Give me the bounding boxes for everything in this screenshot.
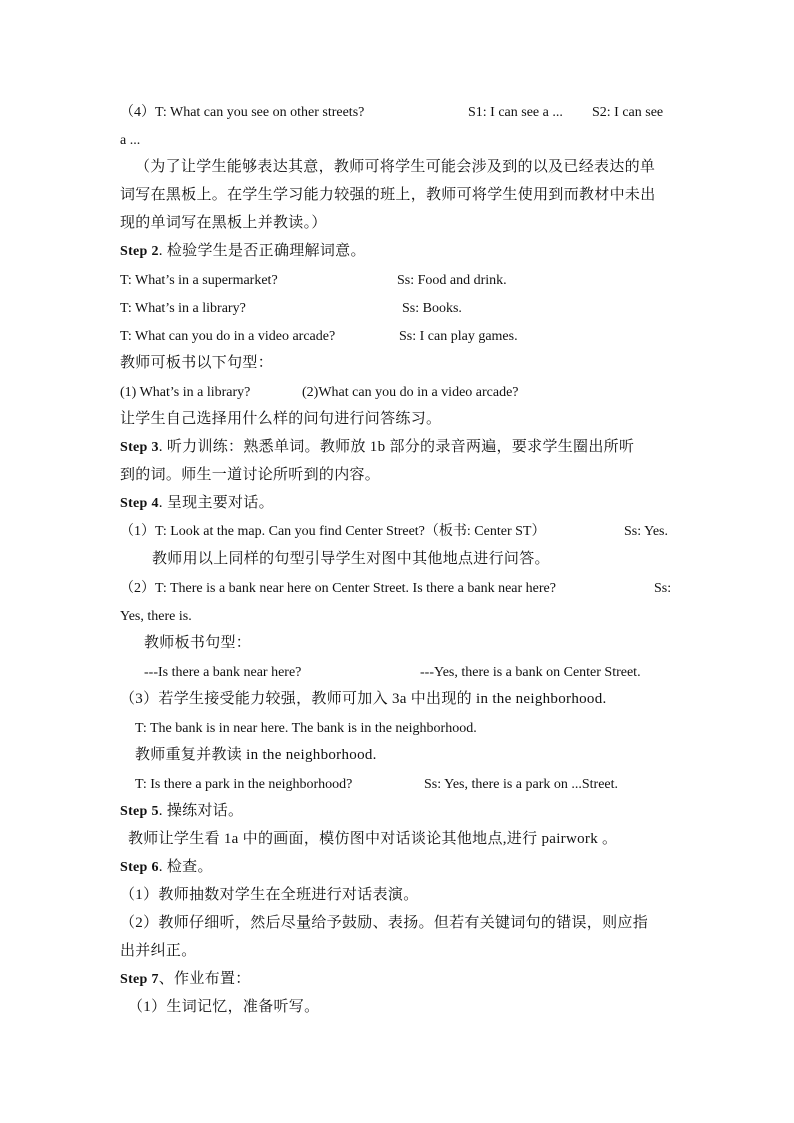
text-line: 教师让学生看 1a 中的画面，模仿图中对话谈论其他地点,进行 pairwork 。 — [128, 831, 618, 847]
text-line: 教师用以上同样的句型引导学生对图中其他地点进行问答。 — [152, 551, 550, 567]
step-heading — [120, 804, 243, 819]
text-line: 教师可板书以下句型： — [120, 355, 274, 371]
step-text: . 检查。 — [158, 859, 213, 875]
text-line: Ss: Books. — [402, 301, 462, 316]
text-line: （2）T: There is a bank near here on Center Street. Is there a bank near here? — [120, 581, 556, 596]
text-line: （3）若学生接受能力较强，教师可加入 3a 中出现的 in the neighborhood. — [120, 691, 607, 707]
text-line: (1) What’s in a library? — [120, 385, 251, 400]
text-line: T: What’s in a library? — [120, 301, 246, 316]
text-line: （为了让学生能够表达其意，教师可将学生可能会涉及到的以及已经表达的单 — [135, 159, 656, 175]
text-line: Ss: I can play games. — [399, 329, 518, 344]
text-line: （2）教师仔细听，然后尽量给予鼓励、表扬。但若有关键词句的错误，则应指 — [120, 915, 649, 931]
step-heading — [120, 440, 634, 455]
text-line: T: What can you do in a video arcade? — [120, 329, 336, 344]
step-label: Step 3 — [120, 440, 159, 455]
step-heading — [120, 496, 274, 511]
text-line: Yes, there is. — [120, 609, 192, 624]
step-label: Step 2 — [120, 244, 159, 259]
step-text: . 操练对话。 — [158, 803, 244, 819]
text-line: Ss: Yes. — [624, 524, 668, 539]
step-label: Step 7 — [120, 972, 159, 987]
text-line: S1: I can see a ... — [468, 105, 563, 120]
step-label: Step 4 — [120, 496, 159, 511]
text-line: Ss: Yes, there is a park on ...Street. — [424, 777, 619, 792]
text-line: T: The bank is in near here. The bank is in the neighborhood. — [135, 721, 477, 736]
text-line: 到的词。师生一道讨论所听到的内容。 — [120, 467, 381, 483]
text-line: 教师重复并教读 in the neighborhood. — [135, 747, 377, 763]
text-line: ---Is there a bank near here? — [144, 665, 302, 680]
text-line: 词写在黑板上。在学生学习能力较强的班上，教师可将学生使用到而教材中未出 — [120, 187, 656, 203]
text-line: a ... — [120, 133, 141, 148]
text-line: ---Yes, there is a bank on Center Street. — [420, 665, 641, 680]
text-line: T: What’s in a supermarket? — [120, 273, 278, 288]
text-line: 教师板书句型： — [144, 635, 252, 651]
step-label: Step 6 — [120, 860, 159, 875]
text-line: 出并纠正。 — [120, 943, 197, 959]
text-line: Ss: — [654, 581, 672, 596]
text-line: （1）教师抽数对学生在全班进行对话表演。 — [120, 887, 419, 903]
step-text: 、作业布置： — [158, 971, 251, 987]
text-line: （4）T: What can you see on other streets? — [120, 105, 365, 120]
text-line: Ss: Food and drink. — [397, 273, 507, 288]
text-line: 现的单词写在黑板上并教读。） — [120, 215, 327, 231]
step-heading — [120, 244, 366, 259]
text-line: S2: I can see — [592, 105, 664, 120]
step-heading — [120, 972, 251, 987]
text-line: T: Is there a park in the neighborhood? — [135, 777, 353, 792]
step-text: . 检验学生是否正确理解词意。 — [158, 243, 366, 259]
step-text: . 呈现主要对话。 — [158, 495, 274, 511]
step-text: . 听力训练：熟悉单词。教师放 1b 部分的录音两遍，要求学生圈出所听 — [158, 439, 635, 455]
step-heading — [120, 860, 213, 875]
text-line: （1）生词记忆，准备听写。 — [128, 999, 320, 1015]
text-line: 让学生自己选择用什么样的问句进行问答练习。 — [120, 411, 442, 427]
text-line: (2)What can you do in a video arcade? — [302, 385, 519, 400]
step-label: Step 5 — [120, 804, 159, 819]
text-line: （1）T: Look at the map. Can you find Center Street?（板书: Center ST） — [120, 524, 546, 539]
